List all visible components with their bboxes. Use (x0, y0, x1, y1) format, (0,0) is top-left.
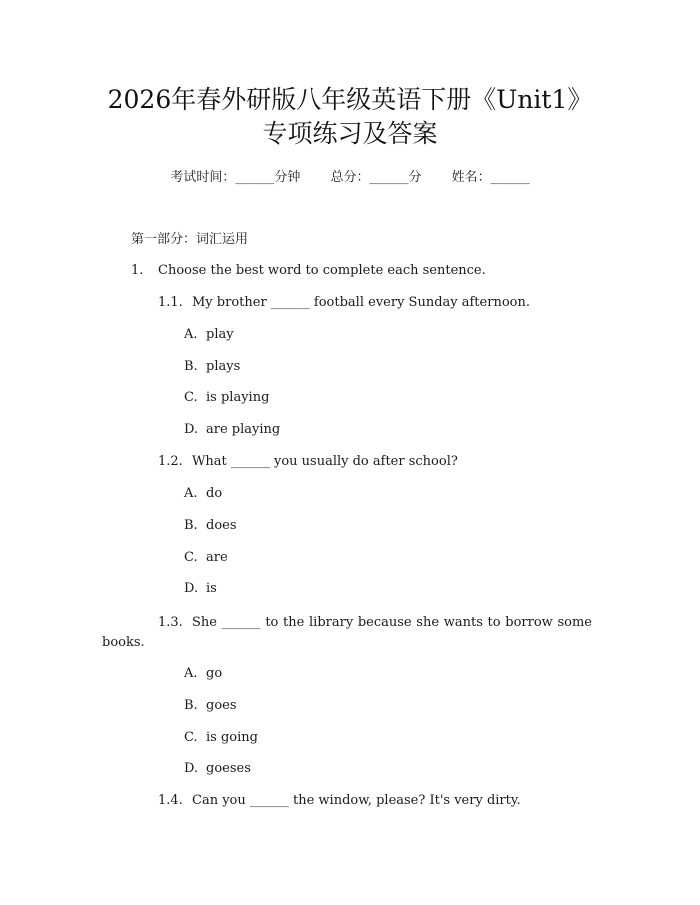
item-number: 1.3. (158, 615, 183, 630)
option-text: is playing (206, 390, 270, 405)
question-item (158, 792, 521, 810)
option-letter: B. (184, 359, 198, 374)
item-text: She ______ to the library because she wants to borrow some books. (102, 615, 592, 650)
section-heading: 第一部分：词汇运用 (131, 232, 249, 247)
option-letter: D. (184, 581, 199, 596)
exam-time-field: 考试时间：______分钟 (170, 170, 301, 185)
answer-option (184, 580, 217, 598)
option-text: goes (206, 698, 237, 713)
question-number: 1. (131, 263, 144, 278)
option-letter: A. (184, 666, 198, 681)
student-name-field: 姓名：______ (451, 170, 530, 185)
option-text: does (206, 518, 237, 533)
option-text: is going (206, 730, 258, 745)
question-instruction (131, 262, 486, 280)
option-text: play (206, 327, 234, 342)
answer-option (184, 697, 237, 715)
option-letter: C. (184, 730, 198, 745)
question-item (158, 453, 458, 471)
document-title-line1: 2026年春外研版八年级英语下册《Unit1》 (107, 85, 593, 114)
document-title-line2: 专项练习及答案 (262, 119, 438, 148)
question-item (102, 613, 592, 653)
question-text: Choose the best word to complete each sentence. (158, 263, 486, 278)
item-number: 1.1. (158, 295, 183, 310)
answer-option (184, 358, 240, 376)
option-text: are (206, 550, 228, 565)
option-text: goeses (206, 761, 251, 776)
option-text: go (206, 666, 223, 681)
answer-option (184, 326, 234, 344)
option-text: is (206, 581, 217, 596)
option-letter: D. (184, 761, 199, 776)
question-item (158, 294, 530, 312)
exam-info-row (0, 169, 700, 187)
answer-option (184, 665, 222, 683)
option-letter: C. (184, 550, 198, 565)
answer-option (184, 421, 280, 439)
option-text: do (206, 486, 223, 501)
answer-option (184, 549, 228, 567)
item-number: 1.2. (158, 454, 183, 469)
total-score-field: 总分：______分 (330, 170, 422, 185)
answer-option (184, 389, 269, 407)
answer-option (184, 729, 258, 747)
item-text: Can you ______ the window, please? It's very dirty. (192, 793, 521, 808)
option-text: are playing (206, 422, 281, 437)
answer-option (184, 485, 222, 503)
option-letter: B. (184, 698, 198, 713)
answer-option (184, 760, 251, 778)
item-text: What ______ you usually do after school? (192, 454, 458, 469)
item-number: 1.4. (158, 793, 183, 808)
option-letter: B. (184, 518, 198, 533)
option-text: plays (206, 359, 241, 374)
option-letter: C. (184, 390, 198, 405)
option-letter: A. (184, 486, 198, 501)
option-letter: D. (184, 422, 199, 437)
option-letter: A. (184, 327, 198, 342)
answer-option (184, 517, 237, 535)
item-text: My brother ______ football every Sunday afternoon. (192, 295, 530, 310)
